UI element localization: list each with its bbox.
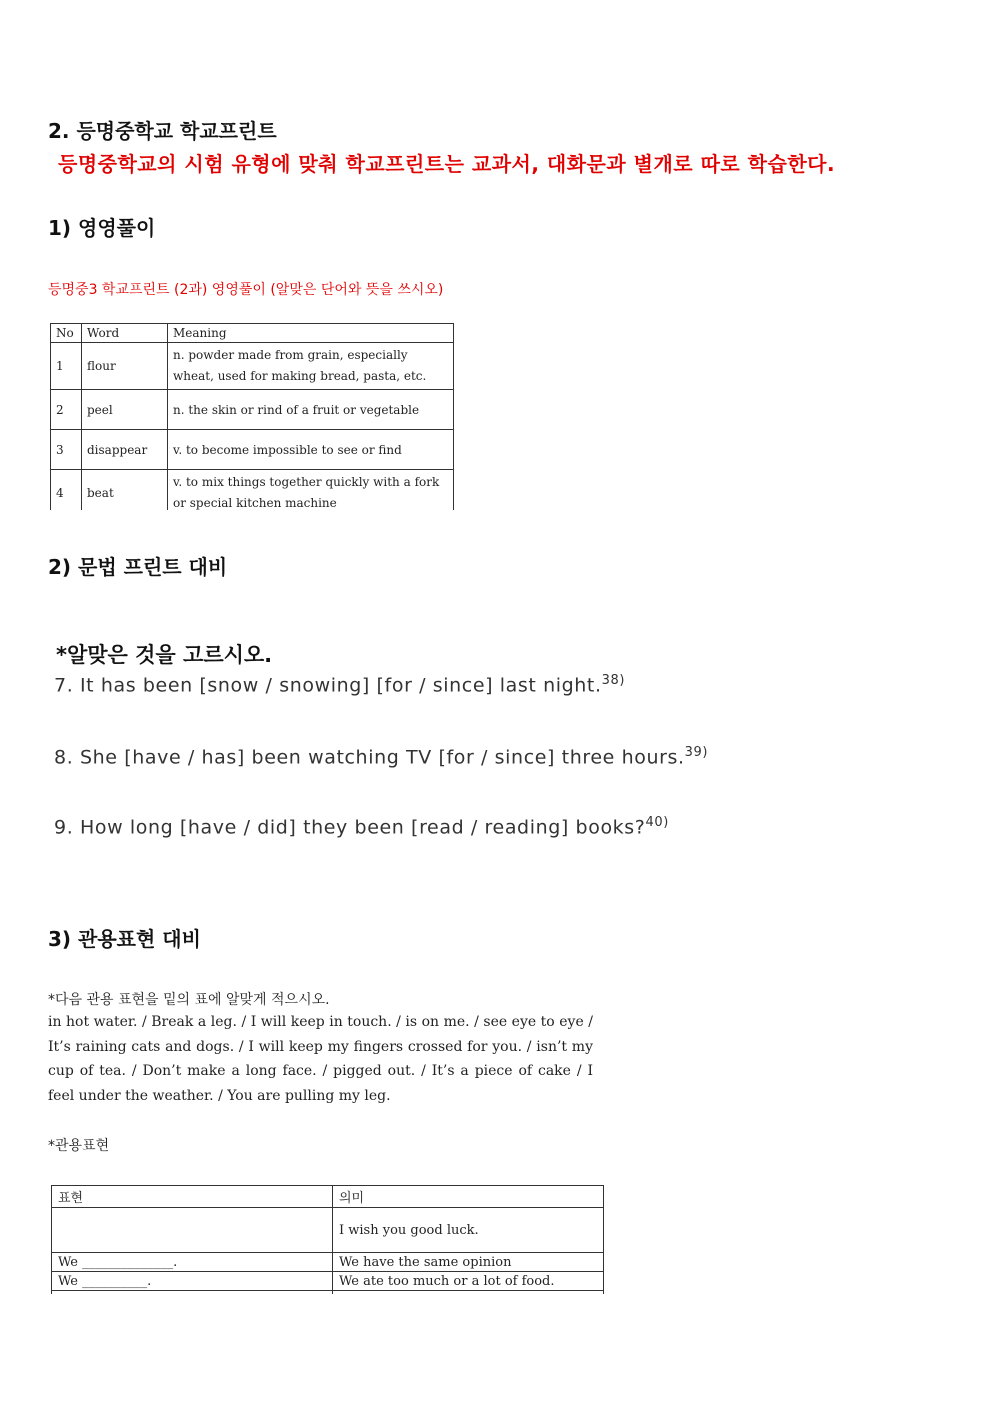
row-word: flour bbox=[82, 343, 168, 390]
table-row bbox=[51, 343, 454, 390]
row-meaning: n. the skin or rind of a fruit or vegetable bbox=[168, 390, 454, 430]
idioms-table-label: *관용표현 bbox=[48, 1138, 110, 1154]
row-meaning: We have the same opinion bbox=[333, 1253, 604, 1272]
section-note: 등명중학교의 시험 유형에 맞춰 학교프린트는 교과서, 대화문과 별개로 따로 학습한다. bbox=[58, 152, 836, 176]
table-row bbox=[51, 430, 454, 470]
footnote: 39) bbox=[684, 745, 709, 760]
col-header-word: Word bbox=[82, 324, 168, 343]
grammar-item-text: 8. She [have / has] been watching TV [for / since] three hours. bbox=[54, 746, 685, 769]
vocab-table-wrap bbox=[50, 323, 456, 510]
grammar-item-text: 7. It has been [snow / snowing] [for / since] last night. bbox=[54, 674, 602, 697]
row-meaning: I wish you good luck. bbox=[333, 1208, 604, 1253]
grammar-item bbox=[54, 745, 708, 768]
idioms-heading: 3) 관용표현 대비 bbox=[48, 927, 201, 951]
idioms-table-wrap bbox=[51, 1185, 607, 1294]
row-no: 2 bbox=[51, 390, 82, 430]
row-no: 3 bbox=[51, 430, 82, 470]
table-row-partial bbox=[52, 1291, 604, 1295]
col-header-meaning: 의미 bbox=[333, 1186, 604, 1208]
row-no: 1 bbox=[51, 343, 82, 390]
grammar-item bbox=[54, 673, 625, 696]
row-expr: We ______________. bbox=[52, 1253, 333, 1272]
row-meaning: v. to become impossible to see or find bbox=[168, 430, 454, 470]
footnote: 40) bbox=[645, 815, 669, 830]
row-no: 4 bbox=[51, 470, 82, 511]
row-word: peel bbox=[82, 390, 168, 430]
grammar-item bbox=[54, 815, 669, 838]
row-expr: We __________. bbox=[52, 1272, 333, 1291]
table-row bbox=[51, 470, 454, 511]
row-word: beat bbox=[82, 470, 168, 511]
idioms-table bbox=[51, 1185, 604, 1294]
grammar-instruction: *알맞은 것을 고르시오. bbox=[56, 643, 273, 667]
grammar-item-text: 9. How long [have / did] they been [read / reading] books? bbox=[54, 816, 646, 839]
table-row bbox=[51, 390, 454, 430]
row-word: disappear bbox=[82, 430, 168, 470]
col-header-expr: 표현 bbox=[52, 1186, 333, 1208]
vocab-table bbox=[50, 323, 454, 510]
col-header-meaning: Meaning bbox=[168, 324, 454, 343]
grammar-heading: 2) 문법 프린트 대비 bbox=[48, 555, 228, 579]
vocab-subheading: 등명중3 학교프린트 (2과) 영영풀이 (알맞은 단어와 뜻을 쓰시오) bbox=[48, 282, 444, 298]
idioms-instruction: *다음 관용 표현을 밑의 표에 알맞게 적으시오. bbox=[48, 992, 330, 1008]
table-row bbox=[52, 1208, 604, 1253]
row-expr bbox=[52, 1208, 333, 1253]
table-row bbox=[52, 1253, 604, 1272]
footnote: 38) bbox=[601, 673, 626, 688]
section-title: 2. 등명중학교 학교프린트 bbox=[48, 119, 277, 143]
col-header-no: No bbox=[51, 324, 82, 343]
table-row bbox=[52, 1272, 604, 1291]
row-meaning: We ate too much or a lot of food. bbox=[333, 1272, 604, 1291]
idioms-list: in hot water. / Break a leg. / I will keep in touch. / is on me. / see eye to eye / It’s raining cats and dogs. / I will keep my fingers crossed for you. / isn’t my cup of tea. / Don’t make a long face. / pigged out. / It’s a piece of cake / I feel under the weather. / You are pulling my leg. bbox=[48, 1014, 593, 1104]
vocab-heading: 1) 영영풀이 bbox=[48, 216, 156, 240]
row-meaning: n. powder made from grain, especially wheat, used for making bread, pasta, etc. bbox=[168, 343, 454, 390]
row-meaning: v. to mix things together quickly with a fork or special kitchen machine bbox=[168, 470, 454, 511]
